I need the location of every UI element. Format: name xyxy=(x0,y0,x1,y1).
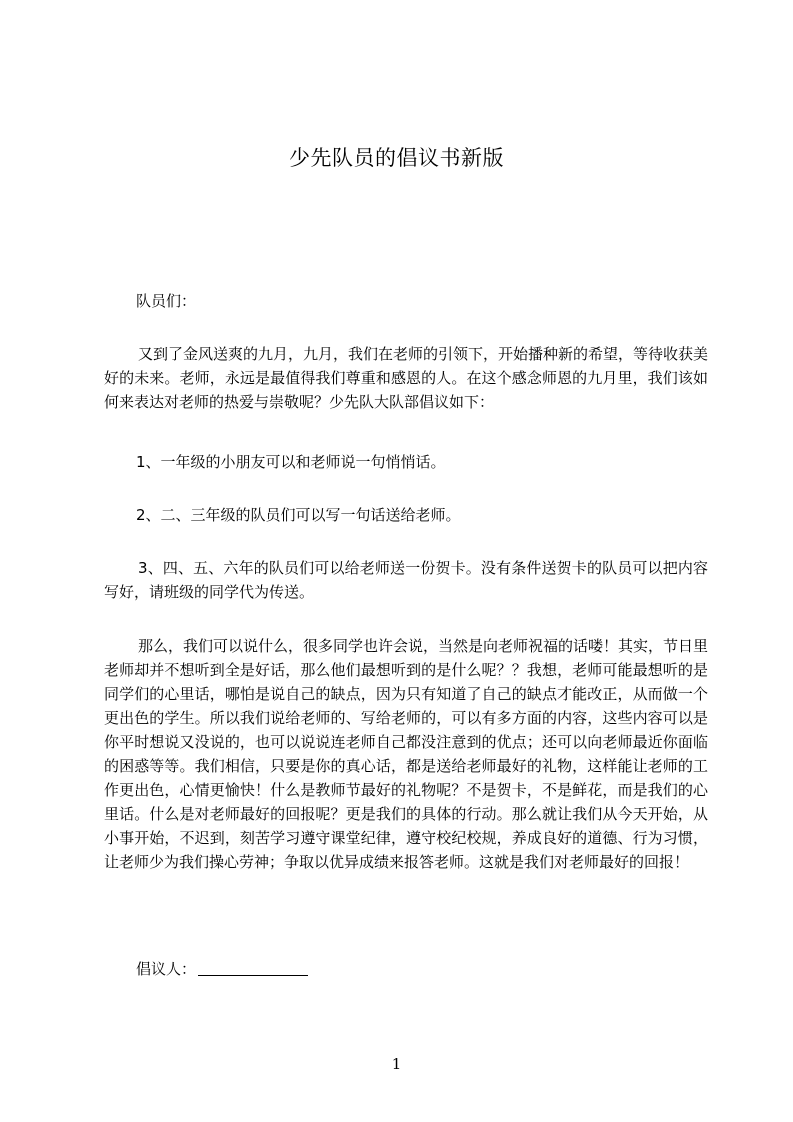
signature-blank xyxy=(198,959,308,976)
proposal-item-2: 2、二、三年级的队员们可以写一句话送给老师。 xyxy=(136,506,461,524)
signer-line xyxy=(104,957,708,981)
proposal-item-1: 1、一年级的小朋友可以和老师说一句悄悄话。 xyxy=(136,453,446,471)
proposal-item-3: 3、四、五、六年的队员们可以给老师送一份贺卡。没有条件送贺卡的队员可以把内容写好，请班级的同学代为传送。 xyxy=(104,559,708,601)
body-paragraph: 那么，我们可以说什么，很多同学也许会说，当然是向老师祝福的话喽！其实，节日里老师却并不想听到全是好话，那么他们最想听到的是什么呢？？我想，老师可能最想听的是同学们的心里话，哪怕是说自己的缺点，因为只有知道了自己的缺点才能改正，从而做一个更出色的学生。所以我们说给老师的、写给老师的，可以有多方面的内容，这些内容可以是你平时想说又没说的，也可以说说连老师自己都没注意到的优点；还可以向老师最近你面临的困惑等等。我们相信，只要是你的真心话，都是送给老师最好的礼物，这样能让老师的工作更出色，心情更愉快！什么是教师节最好的礼物呢？不是贺卡，不是鲜花，而是我们的心里话。什么是对老师最好的回报呢？更是我们的具体的行动。那么就让我们从今天开始，从小事开始，不迟到，刻苦学习遵守课堂纪律，遵守校纪校规，养成良好的道德、行为习惯，让老师少为我们操心劳神；争取以优异成绩来报答老师。这就是我们对老师最好的回报！ xyxy=(104,637,709,871)
greeting xyxy=(104,289,708,313)
greeting-text: 队员们： xyxy=(136,292,197,310)
intro-paragraph: 又到了金风送爽的九月，九月，我们在老师的引领下，开始播种新的希望，等待收获美好的未来。老师，永远是最值得我们尊重和感恩的人。在这个感念师恩的九月里，我们该如何来表达对老师的热爱与崇敬呢？少先队大队部倡议如下： xyxy=(104,345,709,411)
page-title: 少先队员的倡议书新版 xyxy=(289,146,504,170)
page-number: 1 xyxy=(391,1055,402,1073)
signer-label: 倡议人： xyxy=(136,960,197,978)
